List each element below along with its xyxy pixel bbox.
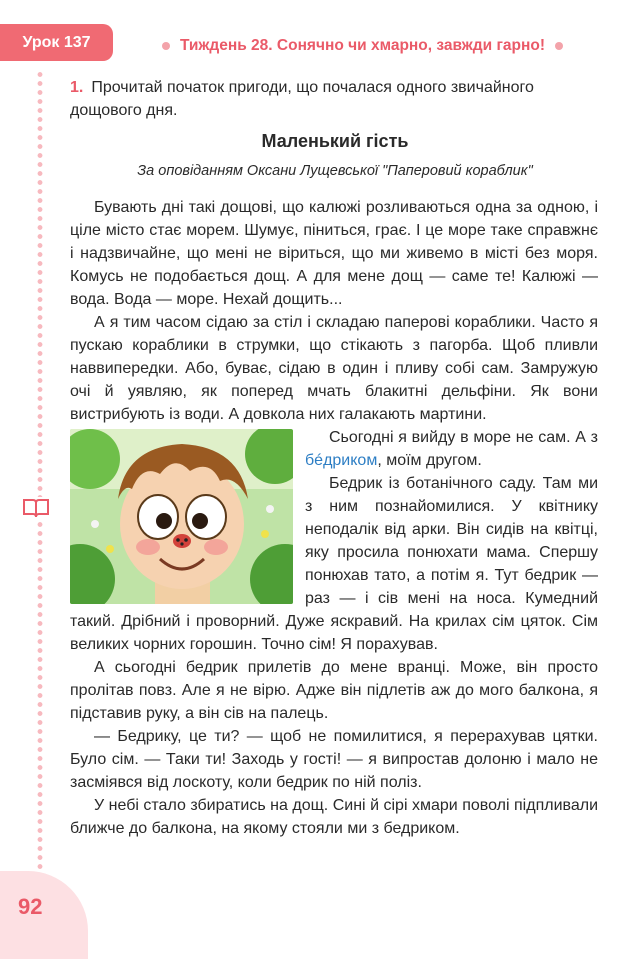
story-paragraph: Бувають дні такі дощові, що калюжі розливаються одна за одною, і ціле місто стає морем. Шумує, піниться, грає. І це море таке справжнє і надзвичайне, що мені не віриться, що ми живемо в місті без моря. Комусь не подобається дощ. А для мене дощ — саме те! Калюжі — вода. Вода — море. Нехай дощить... bbox=[70, 199, 598, 308]
story-paragraph: — Бедрику, це ти? — щоб не помилитися, я перерахував цятки. Було сім. — Таки ти! Заходь у гості! — я випростав долоню і мало не засміявся від лоскоту, коли бедрик по ній поліз. bbox=[70, 728, 598, 791]
ladybug-glossary-link[interactable]: бéдриком bbox=[305, 452, 378, 469]
week-title: Тиждень 28. Сонячно чи хмарно, завжди гарно! bbox=[180, 37, 545, 54]
story-paragraph: У небі стало збиратись на дощ. Сині й сірі хмари поволі підпливали ближче до балкона, на якому стояли ми з бедриком. bbox=[70, 797, 598, 837]
dotted-margin-rail bbox=[37, 70, 43, 880]
story-text-fragment: , моїм другом. bbox=[377, 452, 482, 469]
boy-with-ladybug-illustration bbox=[70, 429, 293, 604]
story-paragraph: А сьогодні бедрик прилетів до мене вранці. Може, він просто пролітав повз. Але я не вірю. Адже він підлетів аж до мого балкона, я підставив руку, а він сів на палець. bbox=[70, 659, 598, 722]
task-1 bbox=[70, 76, 600, 122]
open-book-icon bbox=[22, 497, 50, 519]
story-text-fragment: Сьогодні я вийду в море не сам. А з bbox=[329, 429, 598, 446]
page-corner-decoration bbox=[0, 871, 88, 959]
story-text bbox=[70, 196, 598, 840]
story-paragraph: А я тим часом сідаю за стіл і складаю паперові кораблики. Часто я пускаю кораблики в струмки, що стікають з пагорба. Щоб пливли наввипередки. Або, буває, сідаю в один і пливу собі сам. Замружую очі й уявляю, як поперед мчать блакитні дельфіни. Як вони вистрибують із води. А довкола них галакають мартини. bbox=[70, 314, 598, 423]
story-title: Маленький гість bbox=[261, 131, 409, 151]
story-source: За оповіданням Оксани Лущевської "Паперовий кораблик" bbox=[137, 163, 533, 179]
task-number: 1. bbox=[70, 79, 84, 96]
page-number: 92 bbox=[18, 894, 43, 919]
bullet-dot-icon bbox=[555, 42, 563, 50]
lesson-tab: Урок 137 bbox=[0, 24, 113, 61]
task-text: Прочитай початок пригоди, що почалася одного звичайного дощового дня. bbox=[70, 79, 534, 119]
bullet-dot-icon bbox=[162, 42, 170, 50]
story-paragraph: Бедрик із ботанічного саду. Там ми з ним познайомилися. У квітнику неподалік від арки. Він сидів на квітці, яку просила понюхати мама. Спершу понюхав тато, а потім я. Тут бедрик — раз — і сів мені на носа. Кумедний такий. Дрібний і проворний. Дуже яскравий. На крилах сім цяток. Сім великих чорних горошин. Точно сім! Я порахував. bbox=[70, 475, 598, 653]
week-header bbox=[152, 34, 612, 58]
